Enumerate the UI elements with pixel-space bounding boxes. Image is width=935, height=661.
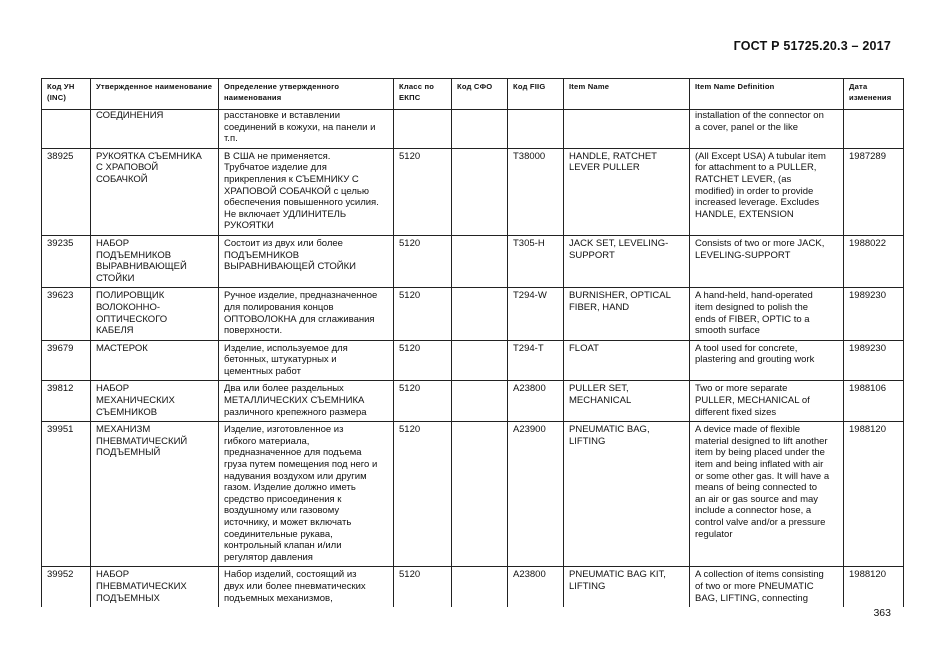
cell-definition: Ручное изделие, предназначенное для полирования концов ОПТОВОЛОКНА для сглаживания поверхности. <box>219 288 394 340</box>
cell-fiig: T305-H <box>508 235 564 287</box>
cell-sfo <box>452 381 508 422</box>
cell-definition: Изделие, используемое для бетонных, штукатурных и цементных работ <box>219 340 394 381</box>
cell-item-name: PNEUMATIC BAG KIT, LIFTING <box>564 567 690 607</box>
table-row <box>42 422 904 567</box>
cell-item-name: PULLER SET, MECHANICAL <box>564 381 690 422</box>
table-row <box>42 340 904 381</box>
cell-item-definition: installation of the connector on a cover, panel or the like <box>690 110 844 149</box>
cell-sfo <box>452 288 508 340</box>
cell-date: 1989230 <box>844 288 904 340</box>
cell-class: 5120 <box>394 381 452 422</box>
table-row <box>42 288 904 340</box>
cell-code: 39623 <box>42 288 91 340</box>
cell-date <box>844 110 904 149</box>
cell-name: ПОЛИРОВЩИК ВОЛОКОННО- ОПТИЧЕСКОГО КАБЕЛЯ <box>91 288 219 340</box>
cell-item-name: BURNISHER, OPTICAL FIBER, HAND <box>564 288 690 340</box>
cell-sfo <box>452 422 508 567</box>
column-header-fiig: Код FIIG <box>508 79 564 110</box>
cell-name: МЕХАНИЗМ ПНЕВМАТИЧЕСКИЙ ПОДЪЕМНЫЙ <box>91 422 219 567</box>
cell-class <box>394 110 452 149</box>
column-header-approved-name: Утвержденное наименование <box>91 79 219 110</box>
table-row <box>42 148 904 235</box>
column-header-sfo: Код СФО <box>452 79 508 110</box>
cell-item-definition: A collection of items consisting of two or more PNEUMATIC BAG, LIFTING, connecting <box>690 567 844 607</box>
column-header-item-definition: Item Name Definition <box>690 79 844 110</box>
catalog-table <box>41 78 904 607</box>
column-header-definition: Определение утвержденного наименования <box>219 79 394 110</box>
cell-fiig: T294-W <box>508 288 564 340</box>
cell-fiig: A23800 <box>508 567 564 607</box>
cell-class: 5120 <box>394 567 452 607</box>
cell-code <box>42 110 91 149</box>
cell-name: МАСТЕРОК <box>91 340 219 381</box>
cell-definition: Состоит из двух или более ПОДЪЕМНИКОВ ВЫРАВНИВАЮЩЕЙ СТОЙКИ <box>219 235 394 287</box>
cell-item-name: FLOAT <box>564 340 690 381</box>
cell-fiig: A23800 <box>508 381 564 422</box>
column-header-class: Класс по ЕКПС <box>394 79 452 110</box>
cell-class: 5120 <box>394 422 452 567</box>
cell-definition: расстановке и вставлении соединений в кожухи, на панели и т.п. <box>219 110 394 149</box>
cell-sfo <box>452 235 508 287</box>
table-row <box>42 110 904 149</box>
cell-item-definition: A tool used for concrete, plastering and grouting work <box>690 340 844 381</box>
cell-sfo <box>452 340 508 381</box>
table-row <box>42 235 904 287</box>
cell-code: 39812 <box>42 381 91 422</box>
cell-code: 38925 <box>42 148 91 235</box>
cell-fiig: T38000 <box>508 148 564 235</box>
cell-name: НАБОР МЕХАНИЧЕСКИХ СЪЕМНИКОВ <box>91 381 219 422</box>
cell-sfo <box>452 567 508 607</box>
cell-sfo <box>452 148 508 235</box>
cell-name: НАБОР ПОДЪЕМНИКОВ ВЫРАВНИВАЮЩЕЙ СТОЙКИ <box>91 235 219 287</box>
cell-item-name: JACK SET, LEVELING- SUPPORT <box>564 235 690 287</box>
cell-class: 5120 <box>394 235 452 287</box>
cell-definition: Два или более раздельных МЕТАЛЛИЧЕСКИХ СЪЕМНИКА различного крепежного размера <box>219 381 394 422</box>
cell-item-name: PNEUMATIC BAG, LIFTING <box>564 422 690 567</box>
cell-definition: В США не применяется. Трубчатое изделие для прикрепления к СЪЕМНИКУ С ХРАПОВОЙ СОБАЧКОЙ с целью обеспечения повышенного усилия. Не включает УДЛИНИТЕЛЬ РУКОЯТКИ <box>219 148 394 235</box>
cell-item-definition: A device made of flexible material designed to lift another item by being placed under the item and being inflated with air or some other gas. It will have a means of being connected to an air or gas source and may include a connector hose, a control valve and/or a pressure regulator <box>690 422 844 567</box>
cell-date: 1988022 <box>844 235 904 287</box>
cell-code: 39235 <box>42 235 91 287</box>
cell-class: 5120 <box>394 340 452 381</box>
cell-class: 5120 <box>394 288 452 340</box>
cell-item-definition: (All Except USA) A tubular item for attachment to a PULLER, RATCHET LEVER, (as modified) in order to provide increased leverage. Excludes HANDLE, EXTENSION <box>690 148 844 235</box>
table-row <box>42 567 904 607</box>
cell-item-name: HANDLE, RATCHET LEVER PULLER <box>564 148 690 235</box>
standard-designation: ГОСТ Р 51725.20.3 – 2017 <box>733 39 891 53</box>
cell-name: РУКОЯТКА СЪЕМНИКА С ХРАПОВОЙ СОБАЧКОЙ <box>91 148 219 235</box>
cell-date: 1988106 <box>844 381 904 422</box>
cell-name: НАБОР ПНЕВМАТИЧЕСКИХ ПОДЪЕМНЫХ <box>91 567 219 607</box>
cell-sfo <box>452 110 508 149</box>
cell-item-definition: Two or more separate PULLER, MECHANICAL of different fixed sizes <box>690 381 844 422</box>
cell-name: СОЕДИНЕНИЯ <box>91 110 219 149</box>
cell-item-name <box>564 110 690 149</box>
cell-definition: Набор изделий, состоящий из двух или более пневматических подъемных механизмов, <box>219 567 394 607</box>
page-number: 363 <box>873 607 891 619</box>
cell-date: 1988120 <box>844 422 904 567</box>
cell-definition: Изделие, изготовленное из гибкого материала, предназначенное для подъема груза путем помещения под него и надувания воздухом или другим газом. Изделие должно иметь средство присоединения к воздушному или газовому источнику, и может включать соединительные рукава, контрольный клапан и/или регулятор давления <box>219 422 394 567</box>
column-header-date: Дата изменения <box>844 79 904 110</box>
table-row <box>42 381 904 422</box>
cell-date: 1987289 <box>844 148 904 235</box>
cell-date: 1989230 <box>844 340 904 381</box>
table-header-row <box>42 79 904 110</box>
cell-fiig: T294-T <box>508 340 564 381</box>
column-header-item-name: Item Name <box>564 79 690 110</box>
cell-code: 39952 <box>42 567 91 607</box>
cell-code: 39951 <box>42 422 91 567</box>
cell-item-definition: A hand-held, hand-operated item designed to polish the ends of FIBER, OPTIC to a smooth surface <box>690 288 844 340</box>
cell-date: 1988120 <box>844 567 904 607</box>
cell-class: 5120 <box>394 148 452 235</box>
cell-fiig <box>508 110 564 149</box>
column-header-inc: Код УН (INC) <box>42 79 91 110</box>
cell-fiig: A23900 <box>508 422 564 567</box>
cell-item-definition: Consists of two or more JACK, LEVELING-SUPPORT <box>690 235 844 287</box>
cell-code: 39679 <box>42 340 91 381</box>
